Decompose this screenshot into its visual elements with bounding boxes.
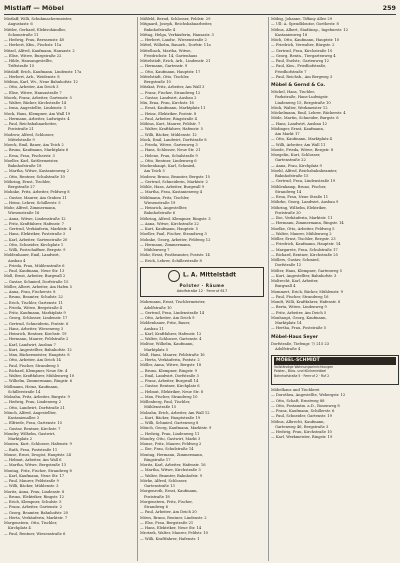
directory-entry: Möller, Ernst, Tischler, Bergstr. 23 <box>271 237 336 241</box>
directory-entry: Möbius, Karl, Wv., Neue Bahnhofstr. 12 <box>4 80 78 84</box>
directory-entry: Mitzel, Alfred, Kaufmann, Hansastr. 2 <box>4 48 75 53</box>
directory-entry: Mittag, Helga, Verkäuferin, Hansastr. 3 <box>140 32 214 37</box>
directory-entry: Möhrke, Georg, Landwirt, Ausbau 9 <box>271 200 339 205</box>
directory-entry: — Herbert, Kfm., Fischstr. 11a <box>4 43 62 48</box>
column-3-entries-b <box>271 90 399 332</box>
directory-entry: — Paul, Fischer, Strandweg 16 <box>271 294 329 299</box>
directory-entry: — Karl, Werkmeister, Ringstr. 19 <box>271 435 333 440</box>
directory-entry: — Otto, Arbeiter, Am Deich 9 <box>140 316 195 320</box>
directory-entry: — Friedrich, Kaufmann, Hauptstr. 14 <box>271 242 341 247</box>
directory-entry: Morgenroth, Ernst, Kaufmann, <box>140 489 198 494</box>
page-header <box>4 2 396 15</box>
directory-entry: — Herbert, Arb., Weidenstr. 8 <box>4 74 60 79</box>
directory-entry: — Willi, Kraftfahrer, Hafenstr. 1 <box>140 536 200 541</box>
directory-entry: — Erich, Lehrer, Schillerstraße 8 <box>140 258 202 263</box>
column-3-entries-d <box>271 388 399 441</box>
directory-entry: Mödinger, Ernst, Kaufmann, <box>271 126 325 131</box>
directory-entry: — Otto, Schneider, Kirchplatz 1 <box>4 242 64 247</box>
directory-entry: Adolfstraße 10 <box>144 305 172 310</box>
ad-line: Bahnhofstraße 5 · Fernruf 2 · Ruf 2 <box>274 373 330 378</box>
directory-entry: — Otto, Rentner, Schulstraße 10 <box>4 174 65 179</box>
directory-entry: — Willi, Bäcker, Mühlenstr. 12 <box>140 132 197 137</box>
header-range: Mistlaff — Möbel <box>4 4 64 12</box>
advertisement-moebel-schmidt <box>271 355 399 385</box>
directory-entry: — Heinrich, Rentner, Kirchstr. 19 <box>4 332 67 336</box>
directory-entry: Mockenhaupt, Karl, Schmied, <box>140 164 196 168</box>
directory-entry: — Paul, Schneider, Gartenstr. 19 <box>271 414 332 419</box>
directory-entry: Dorfstraße 12 <box>275 263 302 268</box>
directory-entry: — Friedrich, Verwalter, Bürgstr. 2 <box>271 43 335 48</box>
directory-entry: — Ull: A. Speudbloutor, Goethestr. 8 <box>271 22 339 27</box>
directory-entry: Mittler, Gerhard, Elektrohändler, <box>4 27 66 32</box>
directory-entry: Mittelbach, Martha, Witwe, <box>140 48 192 53</box>
directory-entry: Moldenhauer, Fritz, Bauer, <box>140 321 191 326</box>
directory-entry: Möller, Albert, Arbeiter, Am Hafen 5 <box>4 284 72 289</box>
directory-entry: Mittel, Wilhelm, Bauarb., Dorfstr. 11a <box>140 43 211 48</box>
directory-entry: — Karl, Kraftfahrer, Hafenstr. 12 <box>140 331 202 336</box>
directory-entry: Marktplatz 2 <box>8 437 33 441</box>
directory-entry: — Gertrud, Frau, Lindenstraße 19 <box>271 179 336 184</box>
directory-entry: — Otto, Landwirt, Dorfstraße 21 <box>4 405 65 410</box>
directory-entry: — Hermann, Zimmermann, Ringstr. 14 <box>271 221 344 226</box>
directory-entry: Bergstraße 10 <box>144 80 171 84</box>
directory-entry: — Wilhelm, Zimmermann, Ringstr. 6 <box>4 379 73 384</box>
directory-entry: — Frieda, Frau, Mühlenstraße 6 <box>4 263 65 268</box>
column-2 <box>137 17 264 561</box>
directory-entry: — Martha, Witwe, Bergstraße 13 <box>4 463 66 468</box>
directory-entry: Mühlenstraße 15 <box>144 405 177 410</box>
directory-entry: Moldenhauer, Emil, Landwirt, <box>4 253 60 258</box>
directory-entry: — Paul, Kim., Friedhofstraße, <box>271 64 327 69</box>
directory-entry: — Erich, Tischler, Gartenstr. 11 <box>4 300 64 305</box>
directory-entry: — Margarete, Frau, Schulstraße 17 <box>271 247 338 252</box>
directory-entry: Morgenstern, Fritz, Fischer, <box>140 499 193 504</box>
directory-entry: Möbelhaus und Tischlerei <box>271 388 320 392</box>
directory-entry: Möhle, Hans, Arbeiter, Burgwall 9 <box>140 185 205 189</box>
directory-entry: — Max, Bäckermeister, Hauptstr. 8 <box>4 353 70 357</box>
directory-entry: — Martha, Witwe, Kastanienweg 2 <box>4 169 69 174</box>
directory-entry: — Richard, Klempner, Neue Str. 4 <box>4 368 68 373</box>
column-1 <box>4 17 130 561</box>
directory-entry: Wiesenstraße 19 <box>144 200 176 205</box>
directory-entry: Möbus, Albert, Stadtinsp., Ingeburstr. 12 <box>271 27 348 32</box>
directory-entry: Mittelstädt, Erich, Arb., Lindenstr. 21 <box>140 59 211 63</box>
directory-entry: — Otto, Rentner, Lindenweg 6 <box>140 158 197 163</box>
directory-entry: Mühlenweg 7 <box>144 248 170 252</box>
directory-entry: Dorfstraße, Tiefengr. 7/ 215 23 <box>271 341 330 346</box>
directory-entry: — Walter, Bäcker, Kirchstraße 14 <box>4 101 67 105</box>
directory-entry: Moll, Ernst, Arbeiter, Burgwall 2 <box>4 274 66 279</box>
directory-entry: Bahnhofstraße 4 <box>144 27 176 32</box>
directory-entry: Möde, Martin, Schneider, Burgstr. 6 <box>271 116 339 121</box>
directory-entry: — Richard, Rentner, Kirchstraße 25 <box>271 252 338 257</box>
directory-entry: Augustastr. 6 <box>8 22 33 27</box>
directory-entry: Mondry, Wilhelm, Gastwirt, <box>4 431 56 436</box>
section-heading-moebel-gernd: Möbel & Gernd & Co. <box>271 83 326 88</box>
directory-entry: Mohrmann, Ernst, Tischlermeister, <box>140 300 206 305</box>
directory-entry: — Hertha, Frau, Poststraße 5 <box>271 326 327 331</box>
directory-entry: — Karl, Kaufmann, Neue Str. 17 <box>4 473 65 478</box>
directory-entry: Mohnke, Fritz, Arbeiter, Feldweg 8 <box>4 190 70 195</box>
directory-entry: — Frieda, Witwe, Bergstraße 4 <box>4 305 63 310</box>
directory-entry: — Hermann, Arbeiter, Ludwigstr. 4 <box>4 116 70 121</box>
directory-entry: Friedhofstraße 7 <box>275 69 307 74</box>
directory-entry: Ausbau 4 <box>8 258 26 263</box>
directory-entry: Möbius, Kurt, Maurer, Feldstr. 7 <box>140 122 201 126</box>
directory-entry: — Kurt, Angestellter, Bahnhofstr. 12 <box>4 347 72 352</box>
directory-entry: Gartenstraße 13 <box>144 484 175 488</box>
directory-entry: — Erna, Frau, Neue Straße 11 <box>271 195 329 199</box>
directory-entry: Bahnhofstraße 15 <box>275 174 309 178</box>
directory-entry: Marktplatz 5 <box>144 347 169 352</box>
directory-entry: — Otto, Kaufmann, Marktplatz 4 <box>271 137 333 142</box>
directory-entry: — Gustav, Schmied, Dorfstraße 15 <box>4 279 69 284</box>
directory-entry: Mrotzek, Walter, Maurer, Feldstr. 10 <box>140 531 208 536</box>
directory-entry: Moegelin, Kurt, Schlosser, <box>271 153 321 157</box>
directory-entry: — Gertrud, Frau, Kirchstraße 10 <box>271 48 333 53</box>
column-3 <box>268 17 399 561</box>
directory-entry: Poststraße 21 <box>8 127 34 132</box>
directory-entry: — Hans, Arbeiter, Wiesenweg 3 <box>4 326 64 331</box>
directory-entry: — Paul, Reichsb., Am Bergweg 3 <box>271 74 333 79</box>
directory-entry: — Gertrud, Verkäuferin, Marktstr. 4 <box>4 227 72 231</box>
directory-entry: — Hedwig, Frau, Bernsenstr. 40 <box>4 38 65 42</box>
directory-entry: Monien, Kurt, Schlosser, Hafenstr. 9 <box>4 442 72 447</box>
directory-entry: — Herta, Verkäuferin, Poststr. 2 <box>140 358 200 362</box>
directory-entry: — Kurt, Angestellter, Bahnhofstr. 3 <box>271 273 337 278</box>
directory-entry: Molzahn, Erich, Arbeiter, Am Wall 12 <box>140 410 210 415</box>
directory-entry: Möhring, Alfred, Klempner, Ringstr. 3 <box>140 216 211 221</box>
directory-entry: Mönch, Alfred, Angestellter, <box>4 410 57 415</box>
directory-entry: Ringstraße 17 <box>144 457 171 462</box>
directory-entry: Gartenweg 46, Bergstraße 3 <box>275 424 329 429</box>
directory-entry: — Emil, Landwirt, Dorfstraße 3 <box>140 373 199 378</box>
directory-entry: Mocek, Franz, Arbeiter, Gartenstr. 5 <box>4 95 72 100</box>
directory-entry: — Heinz, Elektriker, Poststr. 8 <box>140 111 197 116</box>
directory-entry: Mohnke, Georg, Arbeiter, Feldweg 12 <box>140 237 211 242</box>
directory-entry: Molitor, Wilhelm, Kaufmann, <box>140 342 194 347</box>
directory-entry: Möller, Anna, Witwe, Bergstr. 18 <box>140 363 202 368</box>
directory-entry: Adolfstraße 4 <box>275 346 301 351</box>
directory-entry: — Paul, Rentner, Wiesenstraße 6 <box>4 531 66 536</box>
directory-entry: Möhlenkamp, Bruno, Fischer, <box>271 184 327 189</box>
directory-entry: — Helmut, Elektriker, Neue Str. 8 <box>140 389 204 394</box>
directory-entry: — Kurt, Bäcker, Hauptstraße 19 <box>140 415 201 420</box>
directory-entry: Moritz, Anna, Frau, Lindenstr. 8 <box>4 489 65 494</box>
column-3-entries-a <box>271 17 399 80</box>
directory-entry: Mölter, Hans, Klempner, Gartenweg 5 <box>271 268 342 273</box>
directory-entry: Bahnhofstraße 18 <box>8 164 42 168</box>
directory-entry: Möbig, Johanne, Tiffany Allee 29 <box>271 17 333 21</box>
directory-entry: — Irma, Angestellte, Lindenstr. 3 <box>4 106 66 111</box>
directory-entry: — Herbert, Landw., Wiesenstraße 2 <box>140 38 207 42</box>
directory-entry: Monse, Ernst, Drogist, Hauptstr. 24 <box>4 452 71 457</box>
directory-entry: Molzahn, Fritz, Arbeiter, Burgstr. 9 <box>4 395 70 399</box>
directory-entry: Möck, Walter, Werkmeister 12 <box>271 105 328 110</box>
directory-entry: — Gustav, Maurer, Am Graben 11 <box>4 195 67 200</box>
directory-entry: Am Teich 5 <box>144 169 165 174</box>
directory-entry: — Kurt, Kaufmann, Hauptstr. 5 <box>140 227 199 231</box>
directory-entry: — Hans, Landwirt, Ausbau 12 <box>271 121 327 126</box>
directory-entry: — Hedwig, Frau, Lindenweg 2 <box>4 400 62 405</box>
directory-entry: Moede, Frieda, Witwe, Bergstr. 8 <box>271 147 334 152</box>
directory-entry: — Walter, Kraftfahrer, Hafenstr. 5 <box>140 127 203 132</box>
directory-entry: — Helmut, Arbeiter, Am Wall 6 <box>4 458 62 462</box>
directory-entry: Mix, Erna, Frau, Kirchstr. 16 <box>140 101 194 105</box>
directory-entry: — Willi, Arbeiter, Am Wall 11 <box>271 142 326 147</box>
directory-entry: Mitgaard, Joseph, Reichsbahnarbeiter, <box>140 22 213 27</box>
directory-entry: Mondry, Otto, Gastwirt, Markt 3 <box>140 436 201 441</box>
directory-entry: — Walter, Schlosser, Gartenstr. 4 <box>140 337 202 341</box>
directory-entry: — Elise, Witwe, Hansastraße 7 <box>4 90 62 95</box>
directory-entry: Morgenstern, Otto, Tischler, <box>4 521 58 525</box>
directory-entry: — Otto, Arbeiter, Am Deich 3 <box>4 85 59 90</box>
directory-entry: — Max, Fischer, Strandweg 10 <box>140 394 198 399</box>
directory-entry: — Anna, Witwe, Kirchstraße 22 <box>140 221 199 226</box>
directory-entry: — Ernst, Kaufmann, Marktplatz 11 <box>140 106 206 111</box>
directory-entry: Am Markt 17 <box>275 132 300 136</box>
directory-entry: — Erich, Klempner, Schulstr. 5 <box>4 500 62 504</box>
directory-entry: — Georg, Schlosser, Lindenstr. 17 <box>4 316 68 321</box>
directory-entry: — Hermann, Gartenstr. 9 <box>140 64 188 69</box>
directory-entry: Bahnhofstraße 6 <box>144 211 176 216</box>
directory-entry: — Georg, Rentn., Tiergartenweg 4 <box>271 53 336 58</box>
directory-entry: — Franz, Fischer, Strandweg 12 <box>140 90 201 95</box>
column-2-entries-a <box>140 17 264 264</box>
directory-entry: — Otto, Postamtm. a.D., Rosenweg 8 <box>271 403 340 408</box>
directory-entry: Ausbau 11 <box>144 326 164 331</box>
directory-entry: — Anna, Witwe, Lindenstraße 12 <box>4 216 66 221</box>
directory-entry: — Gustav, Rentner, Kirchstr. 7 <box>4 426 61 431</box>
directory-entry: Mittelstädt, Otto, Tischler, <box>140 74 190 79</box>
directory-entry: Moeck, Emil, Bauer, Am Teich 2 <box>4 143 64 147</box>
directory-entry: Möllenberg, Paul, Tischler, <box>140 400 191 404</box>
directory-entry: — Otto, Kaufmann, Hauptstr. 17 <box>140 69 201 74</box>
directory-entry: — Heinrich, Angestellter, <box>140 206 188 210</box>
directory-entry: — Hermann, Zimmermann, <box>140 242 192 247</box>
directory-entry: Schillerstraße 14 <box>8 389 41 394</box>
directory-entry: Kastanienallee 3 <box>8 416 40 420</box>
directory-entry: — Hans, Elektriker, Neue Str. 14 <box>140 526 202 530</box>
directory-entry: — Paul, Maurer, Feldstraße 9 <box>4 479 59 483</box>
directory-entry: Mommert, Erich, Bäcker, Mühlenstr. 9 <box>271 289 343 294</box>
directory-entry: — Bruno, Kaufmann, Marktplatz 6 <box>4 148 69 153</box>
directory-entry: Mißfeld, Bernd, Schlosser, Feldstr. 29 <box>140 17 211 21</box>
ad-address: Adolfstraße 12 · Fernruf 617 <box>176 289 228 293</box>
directory-entry: Moeller, Paul, Fischer, Strandweg 3 <box>140 232 207 237</box>
directory-entry: — Hans, Schlosser, Neue Str. 21 <box>140 148 201 153</box>
directory-entry: Lindenweg 15, Bergstraße 10 <box>275 100 331 105</box>
advertisement-mittelstaedt <box>140 267 264 298</box>
directory-entry: Moeller, Karl, Sattlermeister, <box>4 158 59 163</box>
directory-entry: Strandweg 14 <box>275 189 302 194</box>
directory-entry: — Fritz, Arbeiter, Am Deich 5 <box>271 310 327 315</box>
directory-entry: — Walter, Kraftfahrer, Mühlenweg 10 <box>4 374 75 378</box>
page-number: 259 <box>382 4 396 12</box>
directory-entry: — Else, Frau, Bergstraße 21 <box>140 520 194 525</box>
directory-entry: Friedrichstr. 14, Gartenhaus <box>144 53 198 58</box>
directory-entry: Schomstraße 11 <box>8 32 39 37</box>
directory-entry: — Paul, Arbeiter, Ringstraße 4 <box>140 116 197 121</box>
directory-entry: Mock, Emil, Landwirt, Dorfstraße 8 <box>140 137 207 142</box>
company-logo-icon <box>168 270 180 282</box>
directory-entry: Monse, Fritz, Maurer, Feldweg 2 <box>140 442 202 446</box>
directory-entry: Montag, Fritz, Fischer, Strandweg 8 <box>4 468 72 473</box>
directory-entry: — Fritz, Kaufmann, Marktplatz 9 <box>4 311 66 315</box>
column-2-entries-b <box>140 300 264 542</box>
directory-entry: Kirchplatz 4 <box>8 526 31 531</box>
directory-entry: — Bruno, Beamter, Schulstr. 22 <box>4 295 63 300</box>
directory-entry: — Gustav, Landwirt, Ausbau 2 <box>140 95 197 100</box>
section-heading-moebel-haus: Möbel-Haus Seyer <box>271 334 318 340</box>
directory-entry: — Willi, Postschaffner, Bergstr. 9 <box>4 248 66 252</box>
directory-entry: — Walter, Beamter, Bahnhofstr. 9 <box>140 473 203 478</box>
directory-entry: Möllmann, Heinz, Kaufmann, <box>4 384 59 389</box>
directory-entry: — Georg, Beamter, Bahnhofstr. 20 <box>4 510 69 515</box>
directory-entry: — Karl, Arbeiter, Gartenstraße 20 <box>4 237 68 242</box>
directory-entry: — Hedwig, Frau, Lindenweg 11 <box>140 431 200 436</box>
directory-entry: — Elfriede, Frau, Gartenstr. 15 <box>4 421 63 426</box>
directory-entry: — Franz, Arbeiter, Gartenstr. 2 <box>4 505 62 510</box>
directory-entry: Moll, Hans, Maurer, Feldstraße 16 <box>140 352 205 357</box>
directory-entry: — Otto, Schaft, Ernstweg 88 <box>271 398 325 403</box>
directory-entry: — Paul, Kaufmann, Neue Str. 13 <box>4 269 65 273</box>
directory-entry: — Paul, Arbeiter, Am Deich 20 <box>140 510 197 515</box>
directory-entry: — Walter, Maurer, Mühlenweg 2 <box>271 231 332 236</box>
directory-entry: Möbus, Albrecht, Kaufmann, <box>271 419 325 424</box>
directory-entry: Mittelstraße 9 <box>8 137 35 142</box>
directory-entry: Gartenstraße 22 <box>275 158 306 163</box>
directory-entry: — Hedwig, Frau, Kirchstraße 10 <box>271 430 332 434</box>
directory-entry: — Bruno, Elektriker, Ringstr. 12 <box>4 494 64 499</box>
directory-entry: Monhaupt, Georg, Kaufmann, <box>271 315 327 320</box>
ad-tagline: Polster · Räume <box>179 282 225 288</box>
directory-entry: Triftstraße 15 <box>8 64 35 69</box>
directory-entry: Marktplatz 14 <box>275 321 302 325</box>
directory-entry: Modrow, Bruno, Beamter, Bergstr. 15 <box>140 174 210 179</box>
directory-entry: — Ilse, Verkäuferin, Marktstr. 11 <box>271 216 333 220</box>
directory-entry: Mistlaff, Willi, Schuhmachermeister, <box>4 17 73 21</box>
directory-entry: Mitzlaff, Erich, Kaufmann, Lindenstr. 17a <box>4 69 82 74</box>
directory-entry: — Hans, Elektriker, Poststraße 3 <box>4 232 66 237</box>
directory-entry: — Frieda, Witwe, Gartenweg 3 <box>140 143 198 147</box>
directory-entry: Montag, Hermann, Zimmermann, <box>140 452 204 457</box>
directory-entry: — Paul, Reichsbahnarbeiter, <box>4 122 57 126</box>
ad-line: Polster-, Büro- und Küchenmöbel <box>274 369 327 374</box>
directory-entry: Möhlmann, Fritz, Tischler, <box>140 195 190 200</box>
directory-entry: — Hermann, Maurer, Feldstraße 2 <box>4 337 69 342</box>
directory-entry: — Helene, Frau, Schulstraße 9 <box>140 153 198 158</box>
directory-entry: Moltrecht, Karl, Arbeiter, <box>271 279 319 283</box>
directory-entry: Poststraße 18 <box>144 494 170 499</box>
directory-entry: Modrow, Alfred, Schlosser, <box>4 132 55 137</box>
directory-entry: — Bruno, Klempner, Ringstr. 9 <box>140 368 197 373</box>
directory-entry: Wiesenstraße 16 <box>8 211 40 216</box>
directory-entry: Bergstraße 27 <box>8 185 35 189</box>
directory-entry: — Fritz, Kraftfahrer, Hafenstr. 7 <box>4 221 65 226</box>
directory-entry: Moelke, Otto, Arbeiter, Feldweg 5 <box>271 226 335 231</box>
directory-entry: Kastanienweg 18 <box>275 32 308 37</box>
ad-company-name: L. A. Mittelstädt <box>183 272 236 279</box>
directory-entry: — Berta, Witwe, Lindenweg 9 <box>271 305 327 310</box>
directory-entry: — Martha, Frau, Kastanienweg 4 <box>140 190 203 195</box>
directory-entry: — Franz, Kaufmann, Schillerstr. 6 <box>271 409 335 413</box>
directory-entry: — Elise, Witwe, Burgstraße 22 <box>4 53 62 58</box>
directory-entry: Moehl, Alfred, Reichsbahnbeamter, <box>271 168 338 173</box>
directory-entry: Mondt, Willi, Kraftfahrer, Hafenstr. 8 <box>271 300 341 304</box>
directory-entry: — Willi, Schmied, Gartenweg 8 <box>140 421 199 425</box>
directory-entry: Poststraße 20 <box>275 210 301 215</box>
directory-entry: — Gertrud, Frau, Lindenstraße 14 <box>140 310 205 315</box>
column-3-entries-c <box>271 342 399 353</box>
directory-entry: Parkstraße, Hans-Ludwigstr. <box>275 95 329 100</box>
directory-entry: Möhring, Ernst, Tischler, <box>4 179 51 184</box>
directory-entry: Burgwall 4 <box>275 284 296 289</box>
directory-entry: Mohr, Alfred, Zimmermann, <box>4 206 57 210</box>
directory-entry: — Erna, Frau, Fischerstr. 3 <box>4 153 55 158</box>
directory-entry: — Gertrud, Schneiderin, Marktstr. 2 <box>140 179 208 184</box>
directory-entry: — Heinz, Lehrer, Schillerstr. 5 <box>4 200 61 205</box>
directory-entry: — Willi, Bäcker, Mühlenstr. 3 <box>4 484 59 489</box>
directory-entry: — Anna, Frau, Kirchplatz 9 <box>271 163 322 168</box>
directory-entry: — Dorothea, Angestellte, Webergstr. 12 <box>271 393 346 398</box>
directory-entry: Möhring, Wilhelm, Elektriker, <box>271 205 327 210</box>
directory-entry: Möllers, Gustav, Schmied, <box>271 258 320 262</box>
directory-entry: Strandweg 6 <box>144 505 168 509</box>
directory-entry: — Martha, Witwe, Kirchstraße 3 <box>140 468 201 473</box>
directory-entry: — Karl, Landwirt, Ausbau 7 <box>4 342 56 347</box>
directory-entry: Möws, Bruno, Rentner, Lindenstr. 2 <box>140 515 207 520</box>
directory-entry: — Gustav, Rentner, Kirchplatz 6 <box>140 384 200 389</box>
directory-entry: — Ruth, Frau, Poststraße 11 <box>4 447 58 452</box>
ad-line: Vollständige Wohnungseinrichtungen <box>274 365 334 369</box>
directory-entry: — Hilde, Hausangestellte, <box>4 59 53 63</box>
directory-entry: — Herta, Verkäuferin, Marktstr. 7 <box>4 515 68 520</box>
directory-entry: Möch, Otto, Kaufmann, Hauptstr. 10 <box>271 38 340 42</box>
directory-entry: — Franz, Arbeiter, Burgwall 14 <box>140 379 199 383</box>
directory-entry: Mönch, Georg, Kaufmann, Marktstr. 9 <box>140 426 212 431</box>
ad-title: MÖBEL-SCHMIDT <box>274 357 396 365</box>
directory-entry: Mock, Hans, Klempner, Am Wall 19 <box>4 111 71 116</box>
directory-entry: — Paul, Fischer, Strandweg 5 <box>4 363 60 368</box>
directory-entry: — Ilse, Frau, Schulstraße 14 <box>140 447 194 452</box>
directory-entry: — Paul, Eselstr., Gartenweg 12 <box>271 59 329 63</box>
directory-entry: Mörke, Alfred, Schlosser, <box>140 478 188 483</box>
directory-entry: Möckelmann, Emil, Lehrer, Bäckerstr. 4 <box>271 111 346 115</box>
directory-entry: Möckel, Hans, Tischler, <box>271 90 315 94</box>
directory-entry: Mohr, Ernst, Postbeamter, Poststr. 14 <box>140 253 210 258</box>
directory-entry: Mitzkat, Fritz, Arbeiter, Am Wall 3 <box>140 85 205 90</box>
directory-entry: Moritz, Karl, Arbeiter, Hafenstr. 16 <box>140 463 206 467</box>
directory-entry: — Otto, Arbeiter, Am Deich 14 <box>4 358 61 363</box>
directory-entry: — Anna, Frau, Fischerstr. 8 <box>4 290 56 294</box>
directory-entry: — Gertrud, Schneiderin, Poststr. 6 <box>4 321 69 326</box>
